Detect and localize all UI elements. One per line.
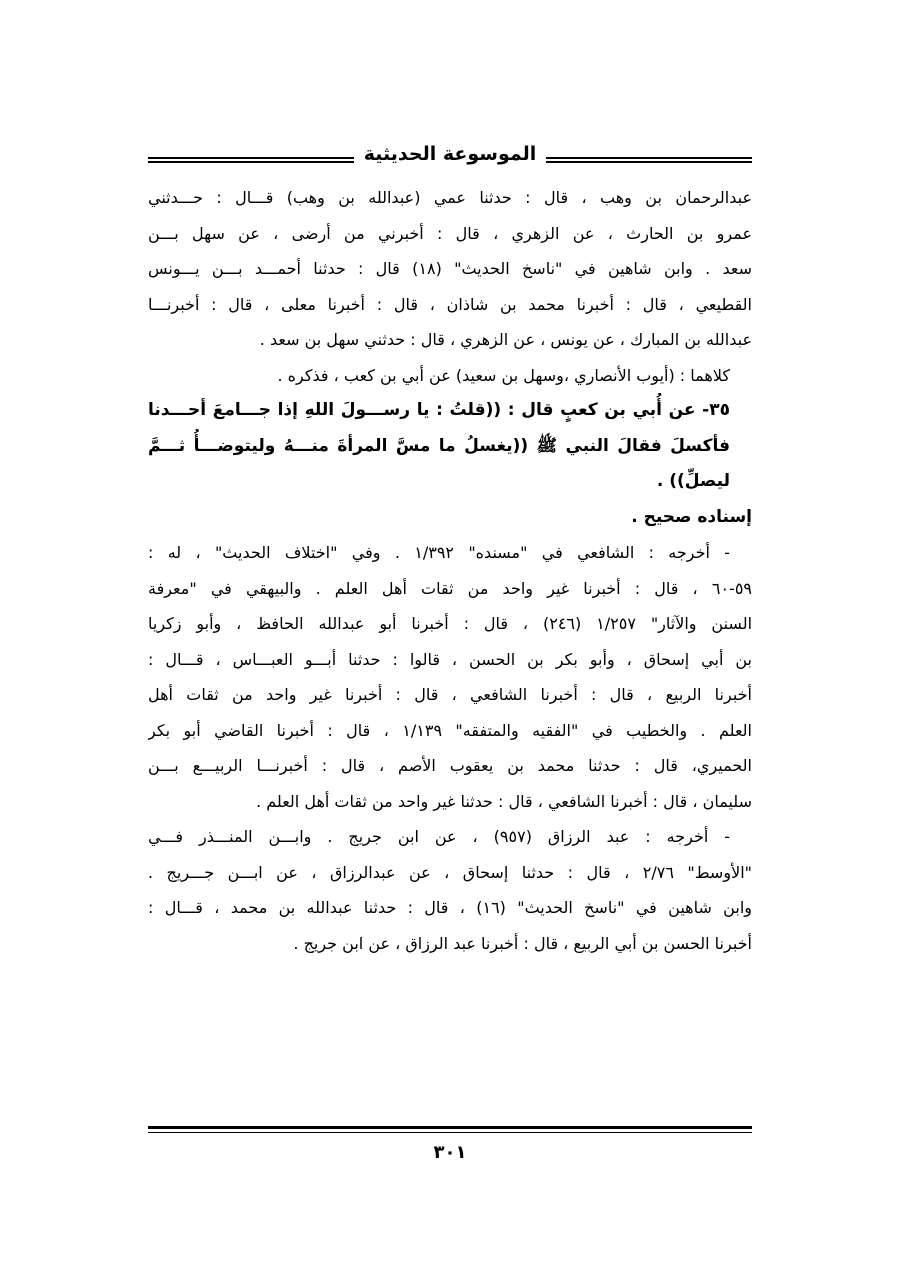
text-line: السنن والآثار" ١/٢٥٧ (٢٤٦) ، قال : أخبرنا أبو عبدالله الحافظ ، وأبو زكريا bbox=[148, 614, 752, 633]
text-line: ٥٩-٦٠ ، قال : أخبرنا غير واحد من ثقات أهل العلم . والبيهقي في "معرفة bbox=[148, 578, 752, 598]
page-number: ٣٠١ bbox=[433, 1142, 467, 1163]
text-line: أخبرنا الحسن بن أبي الربيع ، قال : أخبرنا عبد الرزاق ، عن ابن جريج . bbox=[293, 933, 752, 953]
text-line: أخبرنا الربيع ، قال : أخبرنا الشافعي ، قال : أخبرنا غير واحد من ثقات أهل bbox=[148, 685, 752, 704]
running-header bbox=[148, 141, 752, 171]
footer-rule bbox=[148, 1126, 752, 1133]
text-line: - أخرجه : الشافعي في "مسنده" ١/٣٩٢ . وفي "اختلاف الحديث" ، له : bbox=[148, 543, 731, 562]
text-line: كلاهما : (أيوب الأنصاري ،وسهل بن سعيد) عن أبي بن كعب ، فذكره . bbox=[277, 365, 730, 385]
header-title bbox=[148, 141, 752, 167]
text-line: ليصلِّ)) . bbox=[656, 471, 730, 491]
text-line: عبدالله بن المبارك ، عن يونس ، عن الزهري ، قال : حدثني سهل بن سعد . bbox=[259, 330, 752, 349]
text-line: القطيعي ، قال : أخبرنا محمد بن شاذان ، قال : أخبرنا معلى ، قال : أخبرنـــا bbox=[148, 294, 752, 314]
text-line: الحميري، قال : حدثنا محمد بن يعقوب الأصم ، قال : أخبرنـــا الربيـــع بـــن bbox=[148, 756, 752, 775]
text-line: "الأوسط" ٢/٧٦ ، قال : حدثنا إسحاق ، عن عبدالرزاق ، عن ابـــن جـــريج . bbox=[148, 862, 752, 882]
text-line: عمرو بن الحارث ، عن الزهري ، قال : أخبرني من أرضى ، عن سهل بـــن bbox=[148, 223, 752, 243]
body-text bbox=[148, 180, 752, 961]
text-line: - أخرجه : عبد الرزاق (٩٥٧) ، عن ابن جريج . وابـــن المنـــذر فـــي bbox=[148, 827, 731, 846]
text-line: بن أبي إسحاق ، وأبو بكر بن الحسن ، قالوا : حدثنا أبـــو العبـــاس ، قـــال : bbox=[148, 649, 752, 669]
text-line: وابن شاهين في "ناسخ الحديث" (١٦) ، قال : حدثنا عبدالله بن محمد ، قـــال : bbox=[148, 898, 752, 917]
text-line: سليمان ، قال : أخبرنا الشافعي ، قال : حدثنا غير واحد من ثقات أهل العلم . bbox=[256, 791, 752, 811]
text-line: ٣٥- عن أُبي بن كعبٍ قال : ((قلتُ : يا رســـولَ اللهِ إذا جـــامعَ أحـــدنا bbox=[148, 400, 730, 420]
text-line: سعد . وابن شاهين في "ناسخ الحديث" (١٨) قال : حدثنا أحمـــد بـــن يـــونس bbox=[148, 259, 752, 278]
text-line: عبدالرحمان بن وهب ، قال : حدثنا عمي (عبدالله بن وهب) قـــال : حـــدثني bbox=[148, 188, 752, 207]
text-line: فأكسلَ فقالَ النبي ﷺ ((يغسلُ ما مسَّ المرأةَ منـــهُ وليتوضـــأُ ثـــمَّ bbox=[148, 435, 730, 456]
header-title-text: الموسوعة الحديثية bbox=[354, 143, 547, 165]
text-line: العلم . والخطيب في "الفقيه والمتفقه" ١/١٣٩ ، قال : أخبرنا القاضي أبو بكر bbox=[148, 720, 752, 740]
text-line: إسناده صحيح . bbox=[631, 506, 752, 527]
